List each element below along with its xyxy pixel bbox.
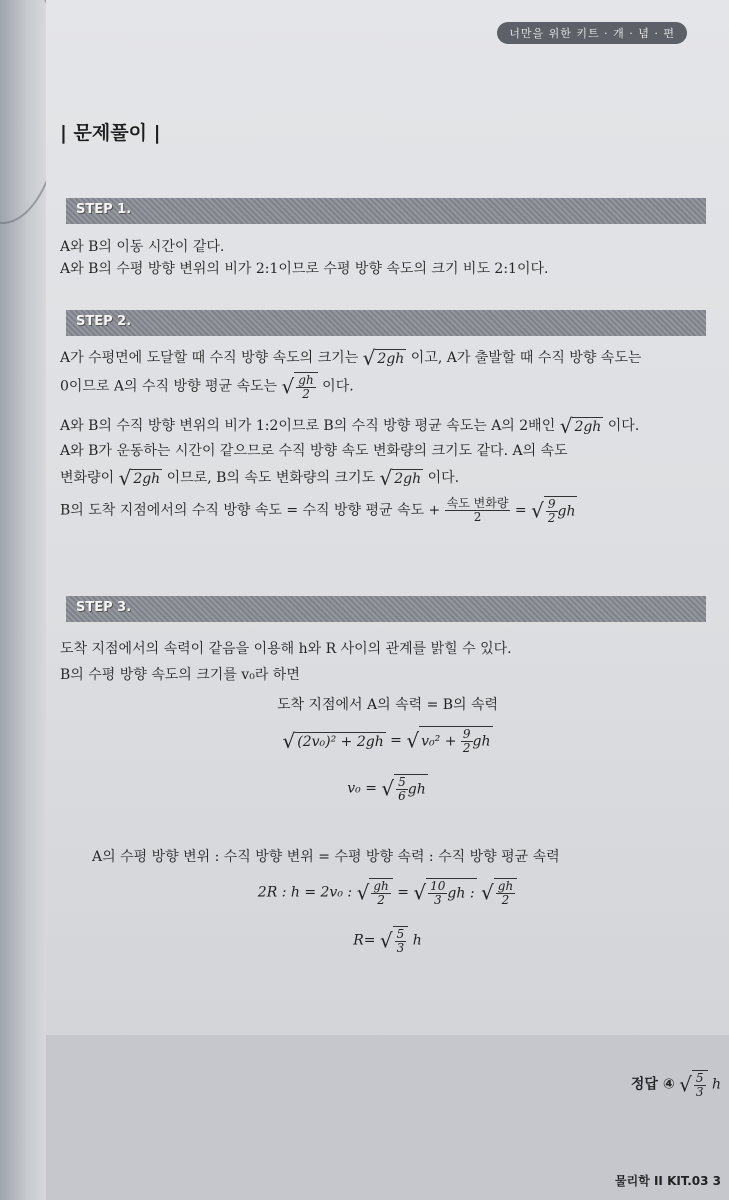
book-spine [0, 0, 46, 1200]
equals: = [390, 732, 402, 749]
step3-label: STEP 3. [76, 600, 132, 615]
frac-den: 2 [473, 510, 482, 524]
term: R= [353, 932, 376, 949]
eq-speed-equal: 도착 지점에서 A의 속력 = B의 속력 [276, 697, 499, 713]
step1-line-1: A와 B의 이동 시간이 같다. [60, 239, 225, 255]
step2-line-6 [60, 496, 577, 525]
step3-line-2: B의 수평 방향 속도의 크기를 v₀라 하면 [60, 667, 300, 683]
frac-den: 2 [547, 511, 556, 525]
frac-den: 2 [302, 387, 310, 401]
variable: gh [407, 781, 426, 798]
step2-line-2 [60, 372, 354, 401]
answer-label: 정답 ④ [630, 1076, 675, 1093]
equals: = [397, 884, 409, 901]
radicand: 2gh [133, 471, 161, 487]
step2-header [66, 310, 706, 336]
frac-num: gh [497, 879, 514, 893]
frac-den: 2 [501, 893, 510, 907]
frac-num: 속도 변화량 [446, 496, 509, 510]
frac-num: 5 [695, 1071, 704, 1085]
book-tag: 너만을 위한 키트 · 개 · 념 · 편 [497, 22, 687, 44]
step3-line-1: 도착 지점에서의 속력이 같음을 이용해 h와 R 사이의 관계를 밝힐 수 있다. [60, 641, 512, 657]
step1-line-2: A와 B의 수평 방향 변위의 비가 2:1이므로 수평 방향 속도의 크기 비도 2:1이다. [60, 261, 549, 277]
ratio-statement: A의 수평 방향 변위 : 수직 방향 변위 = 수평 방향 속력 : 수직 방향 평균 속력 [92, 849, 560, 865]
sqrt-expr: √ $\frac{gh}{2}$ [357, 878, 393, 907]
equals: = [514, 502, 527, 519]
variable: h [711, 1076, 721, 1093]
eq-speed-sqrt [46, 726, 729, 755]
step2-line-1 [60, 346, 641, 370]
step2-line-3 [60, 414, 639, 438]
text: 이다. [322, 378, 354, 395]
step1-label: STEP 1. [76, 202, 132, 217]
term: v₀ = [347, 780, 377, 797]
answer [631, 1070, 721, 1099]
variable: gh [557, 503, 576, 520]
text: 이다. [427, 470, 460, 486]
frac-den: 2 [377, 893, 385, 907]
sqrt-expr: √ $\frac{5}{3}$ [679, 1070, 707, 1099]
frac-num: 5 [398, 775, 406, 789]
eq-v0 [46, 774, 729, 803]
sqrt-expr: √ 2gh [559, 414, 602, 438]
variable: gh : [447, 885, 475, 902]
sqrt-expr: √ $\frac{9}{2}$ gh [531, 497, 576, 525]
text: 이고, A가 출발할 때 수직 방향 속도는 [410, 350, 642, 366]
section-title: | 문제풀이 | [60, 122, 161, 144]
sqrt-expr: √ 2gh [118, 466, 161, 490]
eq-R [46, 926, 729, 955]
sqrt-expr: √ $\frac{5}{3}$ [380, 926, 408, 955]
frac-num: gh [298, 373, 314, 387]
frac-den: 6 [398, 789, 406, 803]
frac-num: 5 [396, 927, 405, 941]
sqrt-expr: √ 2gh [379, 466, 422, 490]
page-footer: 물리학 II KIT.03 3 [615, 1174, 721, 1188]
sqrt-expr: √ (2v₀)² + 2gh [282, 728, 384, 753]
radicand: 2gh [377, 351, 405, 367]
step2-line-4: A와 B가 운동하는 시간이 같으므로 수직 방향 속도 변화량의 크기도 같다. A의 속도 [60, 443, 568, 459]
eq-ratio [46, 878, 729, 907]
text: 변화량이 [60, 470, 115, 486]
sqrt-expr: √ 2gh [362, 346, 405, 370]
step2-line-5 [60, 466, 459, 490]
text: 이므로, B의 속도 변화량의 크기도 [166, 470, 376, 486]
term: 2R : h = 2v₀ : [257, 884, 353, 901]
text: 이다. [607, 418, 640, 434]
frac-den: 3 [396, 941, 405, 955]
frac-den: 3 [433, 893, 442, 907]
radicand: 2gh [574, 419, 602, 435]
sqrt-expr: √ $\frac{gh}{2}$ [282, 372, 318, 401]
book-page [46, 0, 729, 1200]
text: A가 수평면에 도달할 때 수직 방향 속도의 크기는 [60, 350, 359, 366]
text: 0이므로 A의 수직 방향 평균 속도는 [60, 378, 278, 395]
frac-num: gh [373, 879, 389, 893]
frac-den: 2 [462, 741, 471, 755]
step2-label: STEP 2. [76, 314, 132, 329]
sqrt-expr: √ $\frac{5}{6}$ gh [381, 775, 426, 803]
sqrt-expr: √ $\frac{gh}{2}$ [481, 878, 517, 907]
term: v₀² + [421, 733, 457, 750]
frac-den: 3 [695, 1085, 704, 1099]
sqrt-expr: √ v₀² + $\frac{9}{2}$ gh [406, 727, 491, 755]
frac-num: 9 [547, 497, 556, 511]
radicand: 2gh [394, 471, 422, 487]
text: B의 도착 지점에서의 수직 방향 속도 = 수직 방향 평균 속도 + [60, 502, 441, 519]
variable: gh [472, 733, 491, 750]
fraction [445, 497, 511, 524]
frac-num: 10 [430, 879, 446, 893]
sqrt-expr: √ $\frac{10}{3}$ gh : [413, 879, 475, 907]
text: A와 B의 수직 방향 변위의 비가 1:2이므로 B의 수직 방향 평균 속도는 A의 2배인 [60, 418, 556, 434]
step3-header [66, 596, 706, 622]
radicand: (2v₀)² + 2gh [297, 733, 384, 750]
step1-header [66, 198, 706, 224]
frac-num: 9 [462, 727, 471, 741]
variable: h [412, 932, 422, 949]
